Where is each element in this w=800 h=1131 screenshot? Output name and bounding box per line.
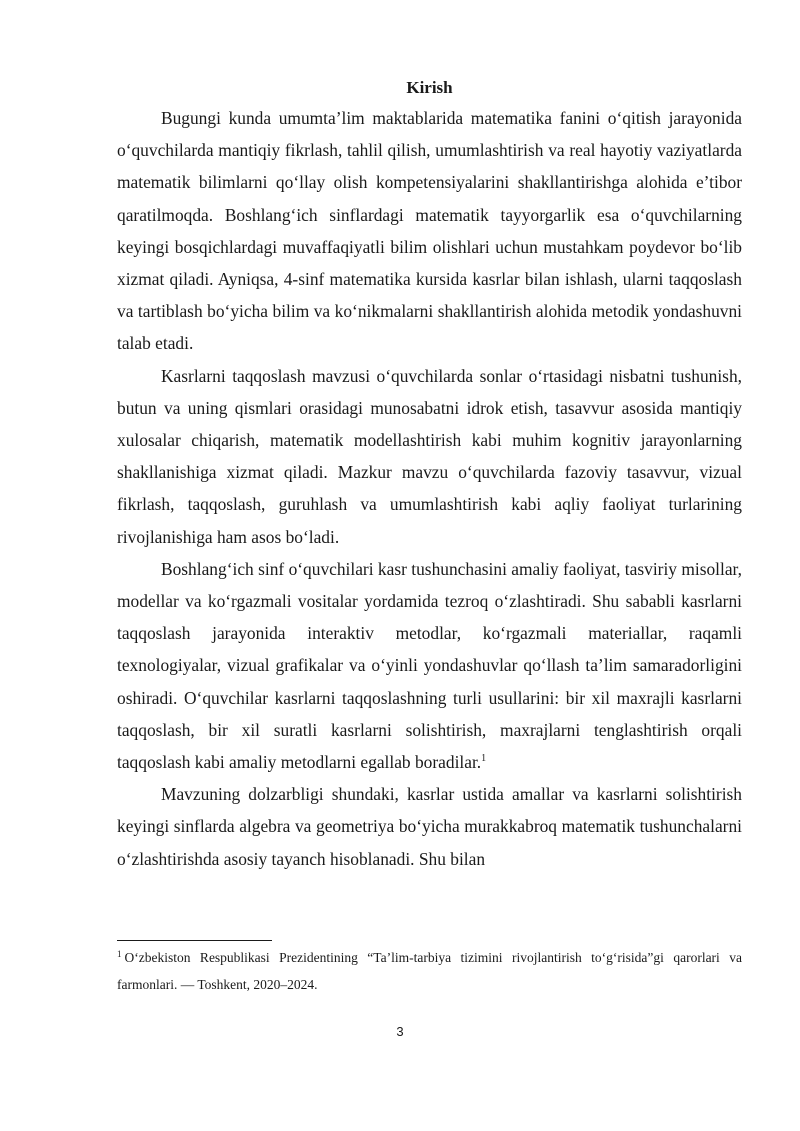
- paragraph-3-text: Boshlang‘ich sinf o‘quvchilari kasr tushunchasini amaliy faoliyat, tasviriy misollar, modellar va ko‘rgazmali vositalar yordamida tezroq o‘zlashtiradi. Shu sababli kasrlarni taqqoslash jarayonida interaktiv metodlar, ko‘rgazmali materiallar, raqamli texnologiyalar, vizual grafikalar va o‘yinli yondashuvlar qo‘llash ta’lim samaradorligini oshiradi. O‘quvchilar kasrlarni taqqoslashning turli usullarini: bir xil maxrajli kasrlarni taqqoslash, bir xil suratli kasrlarni solishtirish, maxrajlarni tenglashtirish orqali taqqoslash kabi amaliy metodlarni egallab boradilar.: [117, 558, 742, 773]
- footnote-mark: 1: [117, 948, 122, 959]
- footnote-text: O‘zbekiston Respublikasi Prezidentining “Ta’lim-tarbiya tizimini rivojlantirish to‘g‘risida”gi qarorlari va farmonlari. — Toshkent, 2020–2024.: [117, 950, 742, 992]
- section-title: Kirish: [406, 78, 453, 97]
- paragraph-4: Mavzuning dolzarbligi shundaki, kasrlar ustida amallar va kasrlarni solishtirish keyingi sinflarda algebra va geometriya bo‘yicha murakkabroq matematik tushunchalarni o‘zlashtirishda asosiy tayanch hisoblanadi. Shu bilan: [117, 784, 742, 869]
- footnote: [117, 944, 742, 998]
- footnote-reference[interactable]: 1: [481, 753, 487, 765]
- paragraph-1: Bugungi kunda umumta’lim maktablarida matematika fanini o‘qitish jarayonida o‘quvchilarda mantiqiy fikrlash, tahlil qilish, umumlashtirish va real hayotiy vaziyatlarda matematik bilimlarni qo‘llay olish kompetensiyalarini shakllantirishga alohida e’tibor qaratilmoqda. Boshlang‘ich sinflardagi matematik tayyorgarlik esa o‘quvchilarning keyingi bosqichlardagi muvaffaqiyatli bilim olishlari uchun mustahkam poydevor bo‘lib xizmat qiladi. Ayniqsa, 4-sinf matematika kursida kasrlar bilan ishlash, ularni taqqoslash va tartiblash bo‘yicha bilim va ko‘nikmalarni shakllantirish alohida metodik yondashuvni talab etadi.: [117, 108, 742, 354]
- paragraph-2: Kasrlarni taqqoslash mavzusi o‘quvchilarda sonlar o‘rtasidagi nisbatni tushunish, butun va uning qismlari orasidagi munosabatni idrok etish, tasavvur asosida mantiqiy xulosalar chiqarish, matematik modellashtirish kabi muhim kognitiv jarayonlarning shakllanishiga xizmat qiladi. Mazkur mavzu o‘quvchilarda fazoviy tasavvur, vizual fikrlash, taqqoslash, guruhlash va umumlashtirish kabi aqliy faoliyat turlarining rivojlanishiga ham asos bo‘ladi.: [117, 365, 742, 547]
- page-content: [117, 75, 742, 875]
- paragraph-3: [117, 553, 742, 778]
- footnote-separator: [117, 940, 272, 941]
- page-number: 3: [396, 1024, 404, 1039]
